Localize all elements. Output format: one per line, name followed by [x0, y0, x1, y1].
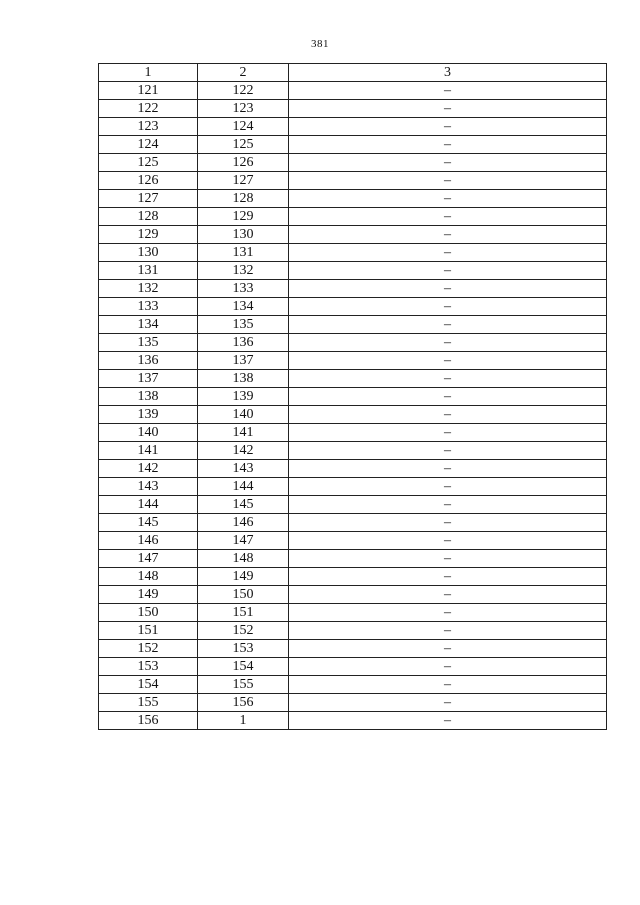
table-cell-col-1: 147 [99, 550, 198, 568]
table-cell-col-2: 128 [198, 190, 289, 208]
table-row [99, 604, 607, 622]
table-cell-col-3: – [289, 172, 607, 190]
table-cell-col-3: – [289, 190, 607, 208]
table-cell-col-1: 123 [99, 118, 198, 136]
table-row [99, 550, 607, 568]
table-row [99, 298, 607, 316]
table-cell-col-1: 141 [99, 442, 198, 460]
table-cell-col-3: – [289, 478, 607, 496]
table-row [99, 82, 607, 100]
table-row [99, 586, 607, 604]
table-cell-col-3: – [289, 586, 607, 604]
table-cell-col-3: – [289, 262, 607, 280]
table-cell-col-3: – [289, 244, 607, 262]
table-cell-col-1: 151 [99, 622, 198, 640]
table-cell-col-3: – [289, 334, 607, 352]
table-row [99, 316, 607, 334]
table-row [99, 712, 607, 730]
table-cell-col-2: 138 [198, 370, 289, 388]
table-cell-col-3: – [289, 118, 607, 136]
table-cell-col-3: – [289, 154, 607, 172]
table-row [99, 172, 607, 190]
column-header-1: 1 [99, 64, 198, 82]
table-cell-col-2: 134 [198, 298, 289, 316]
table-header-row [99, 64, 607, 82]
table-cell-col-1: 150 [99, 604, 198, 622]
data-table [98, 63, 607, 730]
table-cell-col-2: 124 [198, 118, 289, 136]
table-cell-col-1: 131 [99, 262, 198, 280]
table-row [99, 532, 607, 550]
table-cell-col-3: – [289, 712, 607, 730]
table-row [99, 208, 607, 226]
column-header-2: 2 [198, 64, 289, 82]
table-row [99, 280, 607, 298]
table-row [99, 136, 607, 154]
table-cell-col-1: 149 [99, 586, 198, 604]
table-cell-col-2: 129 [198, 208, 289, 226]
table-body [99, 82, 607, 730]
table-cell-col-2: 139 [198, 388, 289, 406]
table-cell-col-1: 138 [99, 388, 198, 406]
table-cell-col-1: 137 [99, 370, 198, 388]
table-cell-col-3: – [289, 316, 607, 334]
table-cell-col-3: – [289, 298, 607, 316]
table-row [99, 388, 607, 406]
table-cell-col-2: 150 [198, 586, 289, 604]
table-cell-col-3: – [289, 622, 607, 640]
table-row [99, 262, 607, 280]
table-cell-col-2: 137 [198, 352, 289, 370]
table-cell-col-3: – [289, 496, 607, 514]
table-cell-col-3: – [289, 424, 607, 442]
table-row [99, 154, 607, 172]
table-cell-col-3: – [289, 604, 607, 622]
table-cell-col-2: 130 [198, 226, 289, 244]
table-cell-col-3: – [289, 280, 607, 298]
table-cell-col-1: 146 [99, 532, 198, 550]
table-cell-col-1: 152 [99, 640, 198, 658]
table-cell-col-1: 148 [99, 568, 198, 586]
table-cell-col-2: 145 [198, 496, 289, 514]
table-cell-col-2: 126 [198, 154, 289, 172]
table-cell-col-2: 152 [198, 622, 289, 640]
table-cell-col-1: 122 [99, 100, 198, 118]
table-cell-col-3: – [289, 676, 607, 694]
table-cell-col-3: – [289, 136, 607, 154]
table-row [99, 424, 607, 442]
table-cell-col-3: – [289, 370, 607, 388]
table-cell-col-1: 143 [99, 478, 198, 496]
table-cell-col-2: 146 [198, 514, 289, 532]
table-cell-col-2: 141 [198, 424, 289, 442]
table-cell-col-3: – [289, 640, 607, 658]
table-cell-col-3: – [289, 100, 607, 118]
table-cell-col-3: – [289, 406, 607, 424]
table-cell-col-2: 155 [198, 676, 289, 694]
table-row [99, 406, 607, 424]
table-row [99, 100, 607, 118]
table-row [99, 352, 607, 370]
table-cell-col-3: – [289, 352, 607, 370]
table-row [99, 658, 607, 676]
table-cell-col-2: 143 [198, 460, 289, 478]
table-cell-col-3: – [289, 658, 607, 676]
table-row [99, 244, 607, 262]
table-cell-col-2: 131 [198, 244, 289, 262]
table-cell-col-1: 124 [99, 136, 198, 154]
table-cell-col-3: – [289, 388, 607, 406]
table-cell-col-2: 123 [198, 100, 289, 118]
table-cell-col-3: – [289, 208, 607, 226]
table-row [99, 190, 607, 208]
table-cell-col-2: 142 [198, 442, 289, 460]
table-cell-col-1: 136 [99, 352, 198, 370]
table-cell-col-2: 136 [198, 334, 289, 352]
table-row [99, 370, 607, 388]
table-cell-col-1: 145 [99, 514, 198, 532]
table-cell-col-1: 135 [99, 334, 198, 352]
table-cell-col-3: – [289, 694, 607, 712]
table-cell-col-1: 126 [99, 172, 198, 190]
table-cell-col-2: 148 [198, 550, 289, 568]
table-cell-col-1: 139 [99, 406, 198, 424]
table-cell-col-3: – [289, 442, 607, 460]
table-cell-col-1: 133 [99, 298, 198, 316]
table-cell-col-1: 134 [99, 316, 198, 334]
table-cell-col-1: 142 [99, 460, 198, 478]
table-cell-col-3: – [289, 226, 607, 244]
table-cell-col-2: 1 [198, 712, 289, 730]
table-cell-col-1: 127 [99, 190, 198, 208]
table-cell-col-2: 133 [198, 280, 289, 298]
table-cell-col-1: 155 [99, 694, 198, 712]
column-header-3: 3 [289, 64, 607, 82]
table-row [99, 568, 607, 586]
table-cell-col-2: 149 [198, 568, 289, 586]
page-number: 381 [311, 38, 329, 50]
table-cell-col-2: 144 [198, 478, 289, 496]
table-row [99, 334, 607, 352]
table-cell-col-2: 127 [198, 172, 289, 190]
table-cell-col-1: 128 [99, 208, 198, 226]
table-cell-col-3: – [289, 460, 607, 478]
table-cell-col-1: 121 [99, 82, 198, 100]
table-row [99, 442, 607, 460]
table-cell-col-3: – [289, 514, 607, 532]
table-row [99, 226, 607, 244]
table-cell-col-3: – [289, 82, 607, 100]
table-row [99, 694, 607, 712]
table-cell-col-2: 140 [198, 406, 289, 424]
table-row [99, 514, 607, 532]
table-cell-col-1: 125 [99, 154, 198, 172]
table-cell-col-3: – [289, 532, 607, 550]
table-cell-col-1: 154 [99, 676, 198, 694]
table-cell-col-1: 153 [99, 658, 198, 676]
table-cell-col-1: 130 [99, 244, 198, 262]
table-cell-col-1: 129 [99, 226, 198, 244]
table-cell-col-1: 132 [99, 280, 198, 298]
table-cell-col-3: – [289, 568, 607, 586]
table-row [99, 478, 607, 496]
table-cell-col-1: 144 [99, 496, 198, 514]
table-cell-col-2: 151 [198, 604, 289, 622]
table-cell-col-2: 147 [198, 532, 289, 550]
table-cell-col-2: 132 [198, 262, 289, 280]
table-row [99, 676, 607, 694]
table-row [99, 118, 607, 136]
table-row [99, 622, 607, 640]
table-cell-col-1: 156 [99, 712, 198, 730]
table-cell-col-2: 125 [198, 136, 289, 154]
table-row [99, 460, 607, 478]
table-row [99, 496, 607, 514]
table-cell-col-2: 135 [198, 316, 289, 334]
table-cell-col-2: 156 [198, 694, 289, 712]
table-cell-col-3: – [289, 550, 607, 568]
table-cell-col-2: 153 [198, 640, 289, 658]
table-cell-col-2: 154 [198, 658, 289, 676]
table-cell-col-1: 140 [99, 424, 198, 442]
table-row [99, 640, 607, 658]
table-cell-col-2: 122 [198, 82, 289, 100]
